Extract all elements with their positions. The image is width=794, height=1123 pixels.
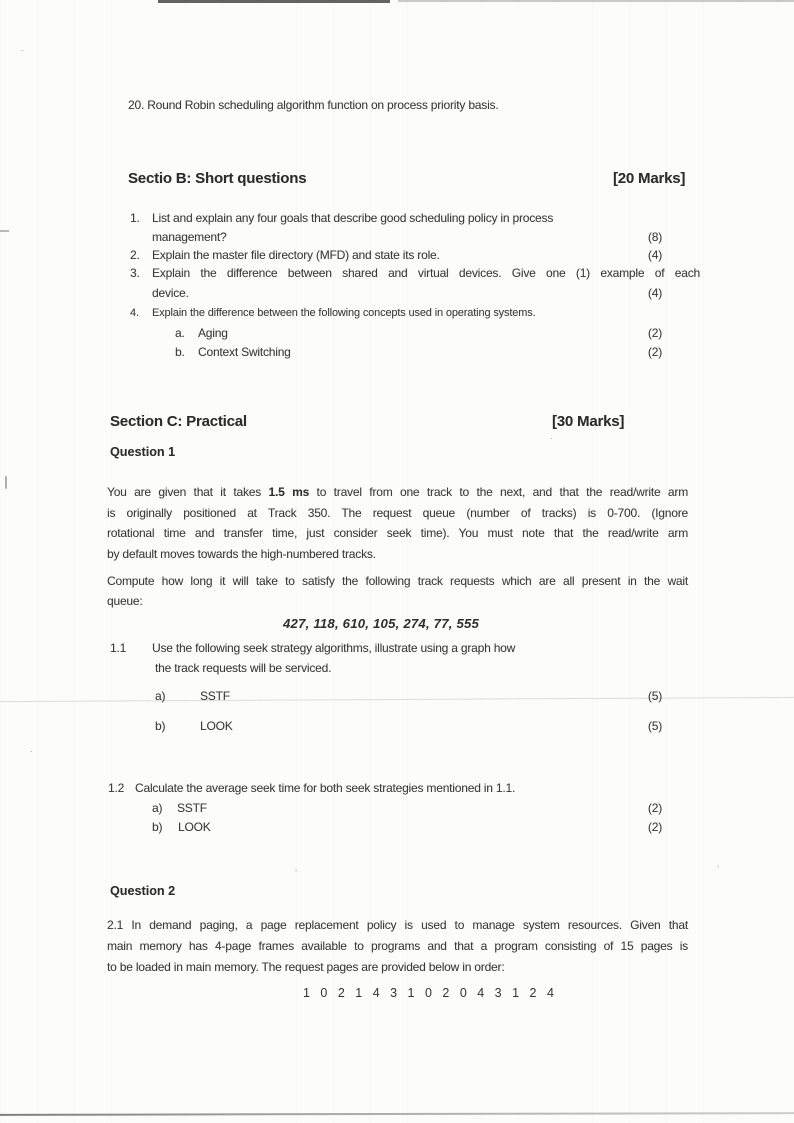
item-4a-marks: (2) (647, 326, 662, 340)
item-1-marks: (8) (647, 230, 662, 244)
q11-option-a-label: a) (155, 689, 166, 703)
q12-option-b-text: LOOK (178, 820, 211, 834)
item-1-line1: List and explain any four goals that describe good scheduling policy in process (152, 211, 554, 225)
item-2-marks: (4) (647, 248, 662, 262)
q1-para1-line1-post: to travel from one track to the next, and that the read/write arm (309, 485, 689, 499)
q2-para-line2: main memory has 4-page frames available to programs and that a program consisting of 15 pages is (107, 939, 688, 953)
section-b-marks: [20 Marks] (613, 170, 686, 187)
intro-list-item: 20. Round Robin scheduling algorithm function on process priority basis. (128, 98, 499, 112)
section-b-title: Sectio B: Short questions (128, 170, 307, 187)
scan-edge-top-light (398, 0, 794, 2)
item-4a-label: a. (175, 326, 185, 340)
q12-number: 1.2 (108, 781, 125, 795)
q1-para2-line1: Compute how long it will take to satisfy the following track requests which are all present in the wait (107, 574, 688, 588)
item-3-number: 3. (130, 266, 140, 280)
q12-option-a-marks: (2) (647, 801, 662, 815)
section-c-marks: [30 Marks] (552, 413, 625, 430)
item-2-number: 2. (130, 248, 140, 262)
item-4a-text: Aging (198, 326, 228, 340)
q12-option-a-label: a) (152, 801, 163, 815)
item-4b-text: Context Switching (198, 345, 291, 359)
q1-para2-line2: queue: (107, 594, 143, 608)
q11-option-b-text: LOOK (200, 719, 233, 733)
scan-left-dash (0, 230, 9, 232)
q12-text: Calculate the average seek time for both seek strategies mentioned in 1.1. (135, 781, 516, 795)
item-4b-marks: (2) (647, 345, 662, 359)
item-4-number: 4. (130, 307, 139, 319)
scan-edge-top-dark (158, 0, 390, 3)
track-request-list: 427, 118, 610, 105, 274, 77, 555 (283, 616, 480, 631)
q12-option-a-text: SSTF (177, 801, 207, 815)
q1-para1-line1 (107, 485, 688, 500)
q12-option-b-marks: (2) (647, 820, 662, 834)
item-3-line2: device. (152, 286, 189, 300)
q11-line2: the track requests will be serviced. (155, 661, 332, 675)
scan-edge-bottom (0, 1112, 794, 1116)
scan-speck: ’ (295, 868, 297, 878)
q11-option-a-marks: (5) (647, 689, 662, 703)
item-2-text: Explain the master file directory (MFD) and state its role. (152, 248, 440, 262)
q2-para-line3: to be loaded in main memory. The request pages are provided below in order: (107, 960, 505, 974)
scan-speck: ’ (717, 864, 719, 874)
section-c-title: Section C: Practical (110, 413, 247, 430)
q11-option-b-marks: (5) (647, 719, 662, 733)
scan-crease-line (0, 697, 794, 702)
item-4b-label: b. (175, 345, 185, 359)
scan-speck: . (21, 43, 24, 53)
q11-line1: Use the following seek strategy algorithms, illustrate using a graph how (152, 641, 516, 655)
q2-para-line1: 2.1 In demand paging, a page replacement policy is used to manage system resources. Given that (107, 918, 688, 932)
scan-left-tick (5, 476, 7, 489)
scan-speck: . (550, 431, 553, 441)
question-2-title: Question 2 (110, 884, 176, 898)
q11-number: 1.1 (110, 641, 127, 655)
item-1-line2: management? (152, 230, 227, 244)
q1-para1-line1-pre: You are given that it takes (107, 485, 269, 499)
q1-para1-line3: rotational time and transfer time, just consider seek time). You must note that the read/write arm (107, 526, 688, 540)
q12-option-b-label: b) (152, 820, 163, 834)
q1-para1-line2: is originally positioned at Track 350. The request queue (number of tracks) is 0-700. (Ignore (107, 506, 688, 520)
item-4-text: Explain the difference between the following concepts used in operating systems. (152, 307, 536, 319)
question-1-title: Question 1 (110, 445, 176, 459)
item-3-marks: (4) (647, 286, 662, 300)
scan-speck: . (30, 744, 33, 754)
q1-para1-line1-bold: 1.5 ms (268, 485, 310, 499)
page-request-sequence: 1 0 2 1 4 3 1 0 2 0 4 3 1 2 4 (303, 986, 554, 1000)
q11-option-a-text: SSTF (200, 689, 230, 703)
item-3-line1: Explain the difference between shared and virtual devices. Give one (1) example of each (152, 266, 700, 280)
q11-option-b-label: b) (155, 719, 166, 733)
item-1-number: 1. (130, 211, 140, 225)
q1-para1-line4: by default moves towards the high-numbered tracks. (107, 547, 376, 561)
